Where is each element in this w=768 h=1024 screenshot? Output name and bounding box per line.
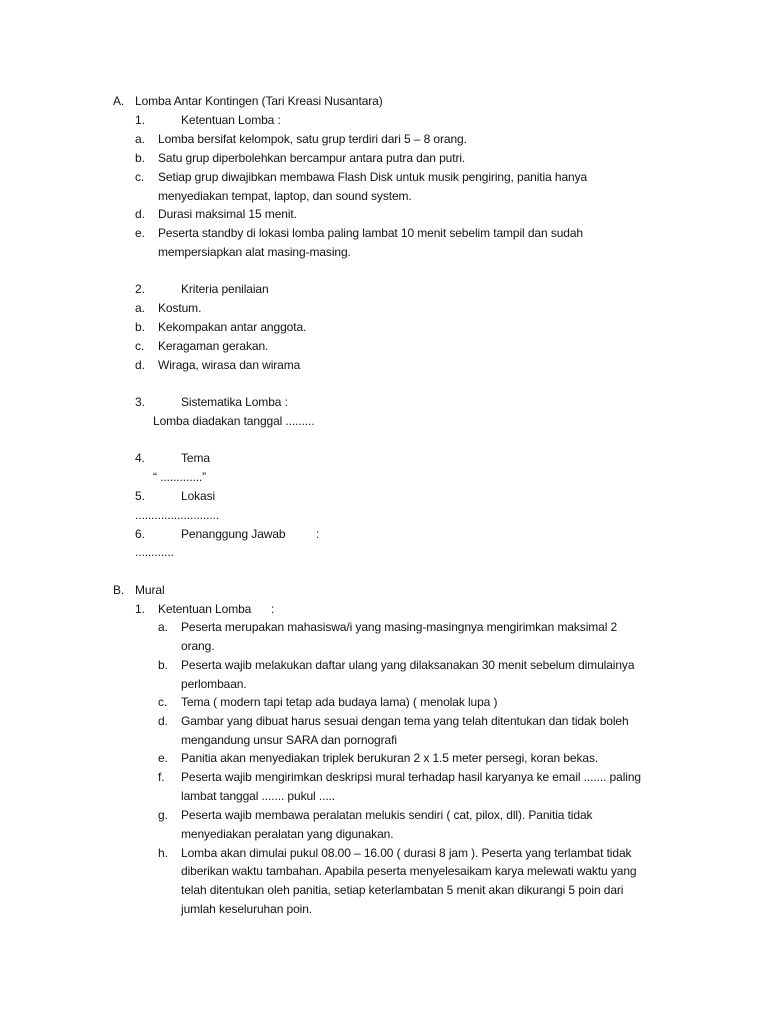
section-b-title: Mural: [135, 583, 165, 597]
list-item-text: Peserta wajib mengirimkan deskripsi mural terhadap hasil karyanya ke email ....... paling: [181, 770, 641, 784]
list-item-text: Peserta wajib melakukan daftar ulang yang dilaksanakan 30 menit sebelum dimulainya: [181, 658, 635, 672]
part-heading-colon: :: [316, 527, 320, 541]
part-heading: Penanggung Jawab: [181, 527, 286, 541]
list-item-text: Satu grup diperbolehkan bercampur antara putra dan putri.: [158, 151, 466, 165]
list-item-text: Setiap grup diwajibkan membawa Flash Disk untuk musik pengiring, panitia hanya: [158, 170, 588, 184]
list-item-text: Peserta merupakan mahasiswa/i yang masing-masingnya mengirimkan maksimal 2: [181, 620, 618, 634]
list-item-marker: b.: [158, 658, 168, 672]
list-item-marker: b.: [135, 151, 145, 165]
list-item-marker: a.: [135, 301, 145, 315]
list-item-text: perlombaan.: [181, 677, 247, 691]
list-item-text: Gambar yang dibuat harus sesuai dengan tema yang telah ditentukan dan tidak boleh: [181, 714, 629, 728]
part-heading-colon: :: [271, 602, 275, 616]
list-item-marker: e.: [158, 751, 168, 765]
part-number: 3.: [135, 395, 145, 409]
list-item-text: menyediakan tempat, laptop, dan sound system.: [158, 189, 412, 203]
list-item-text: orang.: [181, 639, 215, 653]
list-item-text: Peserta standby di lokasi lomba paling lambat 10 menit sebelim tampil dan sudah: [158, 226, 584, 240]
section-a-title: Lomba Antar Kontingen (Tari Kreasi Nusantara): [135, 94, 383, 108]
list-item-marker: c.: [135, 170, 145, 184]
list-item-marker: g.: [158, 808, 168, 822]
list-item-text: mempersiapkan alat masing-masing.: [158, 245, 351, 259]
part-number: 4.: [135, 451, 145, 465]
part-heading: Ketentuan Lomba :: [181, 113, 281, 127]
list-item-text: jumlah keseluruhan poin.: [181, 902, 313, 916]
list-item-text: Peserta wajib membawa peralatan melukis sendiri ( cat, pilox, dll). Panitia tidak: [181, 808, 593, 822]
list-item-text: Wiraga, wirasa dan wirama: [158, 358, 301, 372]
list-item-marker: e.: [135, 226, 145, 240]
list-item-marker: f.: [158, 770, 165, 784]
part-heading: Sistematika Lomba :: [181, 395, 288, 409]
list-item-marker: a.: [135, 132, 145, 146]
part-heading: Ketentuan Lomba: [158, 602, 252, 616]
list-item-text: lambat tanggal ....... pukul .....: [181, 789, 336, 803]
list-item-text: Tema ( modern tapi tetap ada budaya lama) ( menolak lupa ): [181, 695, 498, 709]
list-item-text: mengandung unsur SARA dan pornografi: [181, 733, 397, 747]
list-item-text: Lomba bersifat kelompok, satu grup terdiri dari 5 – 8 orang.: [158, 132, 467, 146]
part-body: Lomba diadakan tanggal .........: [153, 414, 315, 428]
list-item-marker: a.: [158, 620, 168, 634]
part-number: 2.: [135, 282, 145, 296]
part-heading: Tema: [181, 451, 210, 465]
list-item-text: Durasi maksimal 15 menit.: [158, 207, 297, 221]
part-body: ............: [135, 545, 174, 559]
part-body: “ .............”: [153, 470, 207, 484]
list-item-text: Panitia akan menyediakan triplek berukuran 2 x 1.5 meter persegi, koran bekas.: [181, 751, 599, 765]
list-item-text: Lomba akan dimulai pukul 08.00 – 16.00 ( durasi 8 jam ). Peserta yang terlambat tidak: [181, 846, 632, 860]
list-item-marker: h.: [158, 846, 168, 860]
part-number: 5.: [135, 489, 145, 503]
list-item-text: menyediakan peralatan yang digunakan.: [181, 827, 394, 841]
list-item-marker: d.: [135, 358, 145, 372]
list-item-text: Kekompakan antar anggota.: [158, 320, 307, 334]
list-item-marker: c.: [158, 695, 168, 709]
list-item-text: diberikan waktu tambahan. Apabila peserta menyelesaikam karya melewati waktu yang: [181, 864, 637, 878]
list-item-text: Kostum.: [158, 301, 202, 315]
part-heading: Lokasi: [181, 489, 216, 503]
part-number: 1.: [135, 113, 145, 127]
part-heading: Kriteria penilaian: [181, 282, 269, 296]
section-b-marker: B.: [113, 583, 125, 597]
list-item-text: Keragaman gerakan.: [158, 339, 269, 353]
list-item-marker: b.: [135, 320, 145, 334]
list-item-marker: d.: [158, 714, 168, 728]
part-body: ..........................: [135, 508, 220, 522]
list-item-text: telah ditentukan oleh panitia, setiap keterlambatan 5 menit akan dikurangi 5 poin dari: [181, 883, 624, 897]
part-number: 6.: [135, 527, 145, 541]
part-number: 1.: [135, 602, 145, 616]
section-a-marker: A.: [113, 94, 125, 108]
list-item-marker: d.: [135, 207, 145, 221]
list-item-marker: c.: [135, 339, 145, 353]
